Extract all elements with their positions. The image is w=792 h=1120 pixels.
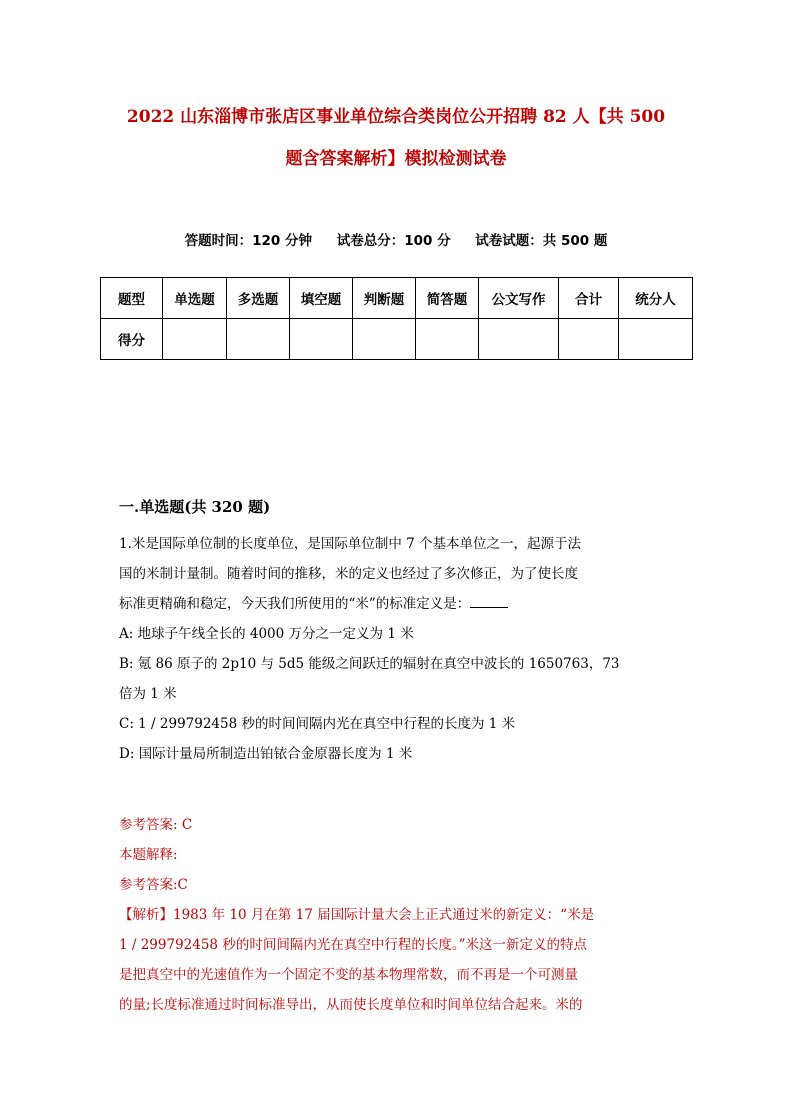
question-stem-line: 1.米是国际单位制的长度单位，是国际单位制中 7 个基本单位之一，起源于法 <box>119 536 582 552</box>
score-table-header: 统分人 <box>619 278 693 319</box>
score-table <box>100 277 693 360</box>
analysis-line: 的量;长度标准通过时间标准导出，从而使长度单位和时间单位结合起来。米的 <box>119 997 583 1013</box>
option-a: A: 地球子午线全长的 4000 万分之一定义为 1 米 <box>119 626 414 642</box>
score-table-header: 多选题 <box>227 278 290 319</box>
score-table-header: 简答题 <box>416 278 479 319</box>
question-stem-text: 标准更精确和稳定，今天我们所使用的“米”的标准定义是： <box>119 596 471 612</box>
score-table-header: 题型 <box>101 278 163 319</box>
option-b-line2: 倍为 1 米 <box>119 686 177 702</box>
score-cell <box>416 319 479 360</box>
score-table-header: 单选题 <box>163 278 227 319</box>
exam-question-count: 试卷试题：共 500 题 <box>475 233 608 249</box>
answer-block <box>119 810 679 1020</box>
score-table-header: 合计 <box>559 278 619 319</box>
option-d: D: 国际计量局所制造出铂铱合金原器长度为 1 米 <box>119 746 413 762</box>
explanation-label: 本题解释: <box>119 847 178 863</box>
analysis-line: 是把真空中的光速值作为一个固定不变的基本物理常数，而不再是一个可测量 <box>119 967 578 983</box>
exam-info <box>100 229 692 249</box>
score-cell <box>290 319 353 360</box>
score-table-header: 公文写作 <box>479 278 559 319</box>
section-heading: 一.单选题(共 320 题) <box>119 498 271 516</box>
score-cell <box>163 319 227 360</box>
answer-blank <box>470 593 508 608</box>
score-cell <box>227 319 290 360</box>
question-block <box>119 529 679 769</box>
score-cell <box>353 319 416 360</box>
score-row-label: 得分 <box>101 319 163 360</box>
exam-time: 答题时间：120 分钟 <box>184 233 312 249</box>
question-stem-line-3 <box>119 589 679 619</box>
exam-total-score: 试卷总分：100 分 <box>336 233 451 249</box>
option-b-line1: B: 氪 86 原子的 2p10 与 5d5 能级之间跃迁的辐射在真空中波长的 1650763，73 <box>119 656 620 672</box>
document-title-line2: 题含答案解析】模拟检测试卷 <box>285 149 507 169</box>
analysis-line: 【解析】1983 年 10 月在第 17 届国际计量大会上正式通过米的新定义：“米是 <box>119 907 595 923</box>
analysis-line: 1 / 299792458 秒的时间间隔内光在真空中行程的长度。”米这一新定义的特点 <box>119 937 587 953</box>
score-cell <box>559 319 619 360</box>
question-stem-line: 国的米制计量制。随着时间的推移，米的定义也经过了多次修正，为了使长度 <box>119 566 578 582</box>
score-cell <box>479 319 559 360</box>
score-table-score-row <box>101 319 693 360</box>
option-c: C: 1 / 299792458 秒的时间间隔内光在真空中行程的长度为 1 米 <box>119 716 516 732</box>
document-title-line1: 2022 山东淄博市张店区事业单位综合类岗位公开招聘 82 人【共 500 <box>126 107 666 127</box>
reference-answer: 参考答案: C <box>119 817 193 833</box>
reference-answer-2: 参考答案:C <box>119 877 188 893</box>
score-cell <box>619 319 693 360</box>
score-table-header: 判断题 <box>353 278 416 319</box>
score-table-header: 填空题 <box>290 278 353 319</box>
score-table-header-row <box>101 278 693 319</box>
